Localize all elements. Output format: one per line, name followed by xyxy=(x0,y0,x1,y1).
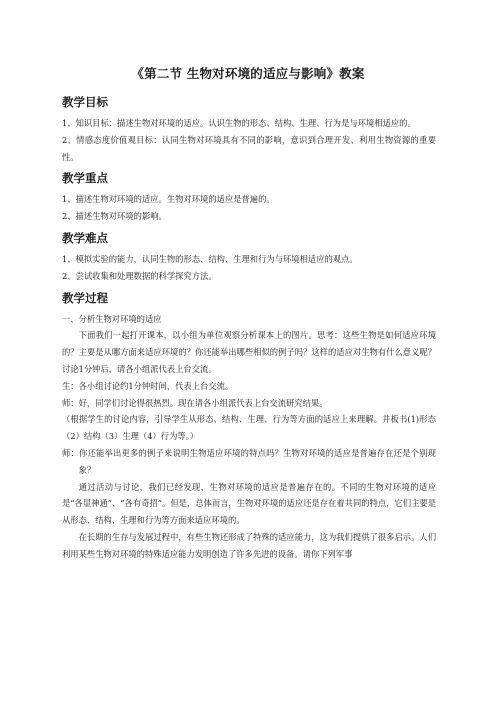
difficulty-item: 1、模拟实验的能力，认同生物的形态、结构、生理和行为与环境相适应的观点。 xyxy=(62,253,358,264)
process-paragraph: 生：各小组讨论约1分钟时间，代表上台交流。 xyxy=(62,380,234,391)
process-paragraph: 在长期的生存与发展过程中，有些生物还形成了特殊的适应能力，这为我们提供了很多启示。人们利用某些生物对环境的特殊适应能力发明创造了许多先进的设备。请你下列军事 xyxy=(62,531,436,559)
section-heading: 教学重点 xyxy=(62,171,108,186)
document-body xyxy=(62,94,436,563)
process-paragraph: 通过活动与讨论，我们已经发现，生物对环境的适应是普遍存在的。不同的生物对环境的适应是“各显神通”、“各有奇招”。但是，总体而言，生物对环境的适应还是存在着共同的特点，它们主要是从形态、结构、生理和行为等方面来适应环境的。 xyxy=(62,481,436,526)
section-heading: 教学难点 xyxy=(62,230,108,245)
process-paragraph: 师：好，同学们讨论得很热烈。现在请各小组派代表上台交流研究结果。 xyxy=(62,397,328,408)
process-paragraph: （根据学生的讨论内容，引导学生从形态、结构、生理、行为等方面的适应上来理解。并板书(1)形态（2）结构（3）生理（4）行为等。） xyxy=(62,414,436,442)
process-subheading: 一、分析生物对环境的适应 xyxy=(62,313,162,324)
key-point-item: 1、描述生物对环境的适应。生物对环境的适应是普遍的。 xyxy=(62,194,275,205)
section-teaching-goals xyxy=(62,94,436,165)
section-difficulties xyxy=(62,230,436,285)
goal-item: 1、知识目标：描述生物对环境的适应。认识生物的形态、结构、生理、行为是与环境相适应的。 xyxy=(62,118,416,128)
key-point-item: 2、描述生物对环境的影响。 xyxy=(62,211,167,222)
difficulty-item: 2、尝试收集和处理数据的科学探究方法。 xyxy=(62,270,217,281)
document-title: 《第二节 生物对环境的适应与影响》教案 xyxy=(131,66,365,81)
process-paragraph: 下面我们一起打开课本，以小组为单位观察分析课本上的图片。思考：这些生物是如何适应环境的？主要是从哪方面来适应环境的？你还能举出哪些相似的例子吗？这样的适应对生物有什么意义呢？讨论1分钟后，请各小组派代表上台交流。 xyxy=(62,330,436,374)
section-heading: 教学过程 xyxy=(62,290,108,305)
process-paragraph: 师：你还能举出更多的例子来说明生物适应环境的特点吗？生物对环境的适应是普遍存在还是个别现象？ xyxy=(62,447,436,475)
section-heading: 教学目标 xyxy=(62,95,108,109)
section-teaching-process xyxy=(62,290,436,563)
section-key-points xyxy=(62,170,436,225)
goal-item: 2、情感态度价值观目标：认同生物对环境具有不同的影响，意识到合理开发、利用生物资源的重要性。 xyxy=(62,134,436,162)
